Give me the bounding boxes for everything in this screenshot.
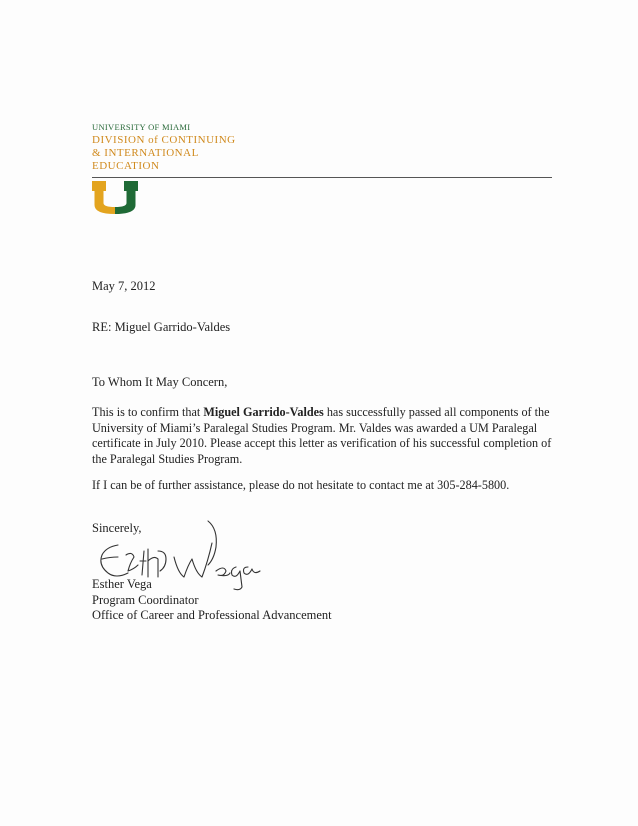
body-text-rest: has successfully passed all components of the University of Miami’s Paralegal Studies Program. Mr. Valdes was awarded a UM Paralegal certificate in July 2010. Please accept this letter as verification of his successful completion of the Paralegal Studies Program. [92, 405, 552, 466]
body-student-name: Miguel Garrido-Valdes [203, 405, 324, 419]
signer-office: Office of Career and Professional Advancement [92, 608, 332, 622]
letter-date: May 7, 2012 [92, 279, 156, 293]
letter-greeting: To Whom It May Concern, [92, 375, 228, 389]
letterhead-division-line3: EDUCATION [92, 160, 160, 172]
letter-subject: RE: Miguel Garrido-Valdes [92, 320, 231, 334]
signer-title: Program Coordinator [92, 592, 199, 607]
university-u-logo-icon [92, 181, 138, 214]
letterhead-division-line1: DIVISION of CONTINUING [92, 134, 236, 146]
letter-closing: Sincerely, [92, 521, 142, 535]
letterhead-division [92, 134, 332, 173]
letter-body-paragraph [92, 405, 554, 467]
body-text-start: This is to confirm that [92, 405, 204, 419]
signer-block [92, 577, 332, 624]
signer-name: Esther Vega [92, 577, 152, 591]
letterhead-division-line2: & INTERNATIONAL [92, 147, 199, 159]
letterhead-university: UNIVERSITY OF MIAMI [92, 122, 191, 132]
letter-contact-paragraph: If I can be of further assistance, please do not hesitate to contact me at 305-284-5800. [92, 478, 510, 492]
letterhead-divider [92, 177, 552, 178]
